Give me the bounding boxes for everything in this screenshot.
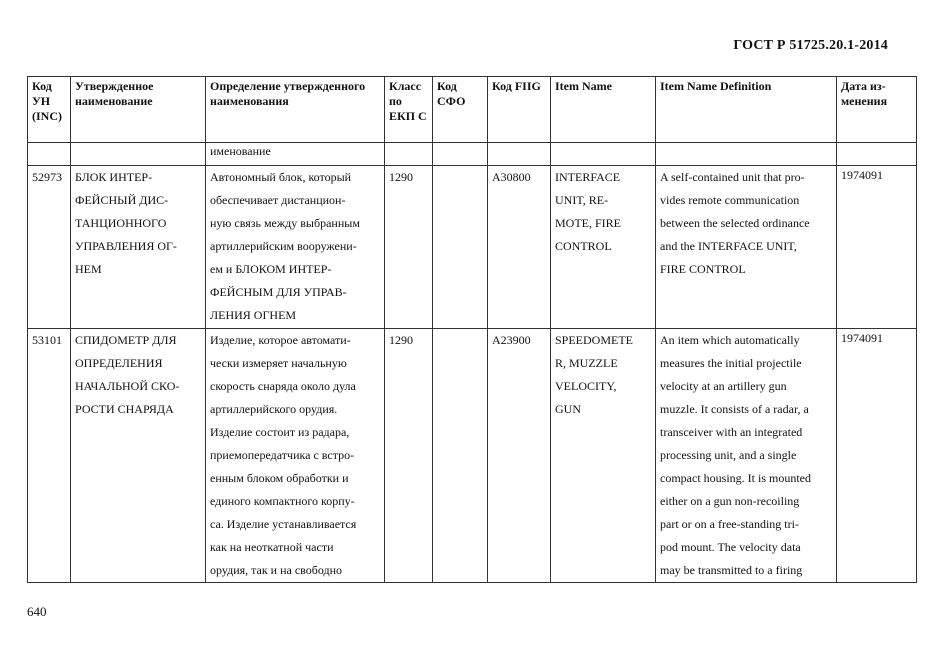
cell-text-line: Изделие состоит из радара,	[210, 425, 350, 439]
continuation-text: именование	[206, 143, 385, 166]
cell-text-line: БЛОК ИНТЕР-	[75, 170, 153, 184]
page-number: 640	[27, 604, 47, 619]
cell-text-line: ФЕЙСНЫМ ДЛЯ УПРАВ-	[210, 285, 347, 299]
cell-text-line: MOTE, FIRE	[555, 216, 621, 230]
cell-text-line: VELOCITY,	[555, 379, 617, 393]
definition	[206, 166, 385, 329]
cell-text-line: A self-contained unit that pro-	[660, 170, 805, 184]
cell-text-line: са. Изделие устанавливается	[210, 517, 357, 531]
cell-text-line: CONTROL	[555, 239, 612, 253]
cell-text-line: ТАНЦИОННОГО	[75, 216, 167, 230]
cell-text-line: ОПРЕДЕЛЕНИЯ	[75, 356, 163, 370]
definition	[206, 329, 385, 583]
cell-text-line: енным блоком обработки и	[210, 471, 349, 485]
fiig-code: A23900	[488, 329, 551, 583]
fiig-code: A30800	[488, 166, 551, 329]
col-header-fiig: Код FIIG	[488, 77, 551, 143]
cell-text-line: measures the initial projectile	[660, 356, 802, 370]
sfo-code	[433, 329, 488, 583]
cell-text-line: обеспечивает дистанцион-	[210, 193, 346, 207]
col-header-ekps-class: Класс по ЕКП С	[385, 77, 433, 143]
cell-text-line: FIRE CONTROL	[660, 262, 746, 276]
cell-text-line: part or on a free-standing tri-	[660, 517, 799, 531]
cell-text-line: ем и БЛОКОМ ИНТЕР-	[210, 262, 332, 276]
cell-text-line: and the INTERFACE UNIT,	[660, 239, 797, 253]
cell-text-line: processing unit, and a single	[660, 448, 797, 462]
cell-text-line: velocity at an artillery gun	[660, 379, 787, 393]
cell-text-line: скорость снаряда около дула	[210, 379, 356, 393]
change-date: 1974091	[837, 166, 917, 329]
approved-name	[71, 329, 206, 583]
cell-text-line: INTERFACE	[555, 170, 621, 184]
cell-text-line: НЕМ	[75, 262, 102, 276]
document-standard-header: ГОСТ Р 51725.20.1-2014	[733, 38, 888, 53]
item-name-definition	[656, 166, 837, 329]
cell-text-line: R, MUZZLE	[555, 356, 618, 370]
cell-text-line: muzzle. It consists of a radar, a	[660, 402, 809, 416]
cell-text-line: GUN	[555, 402, 581, 416]
col-header-approved-name: Утвержденное наименование	[71, 77, 206, 143]
change-date: 1974091	[837, 329, 917, 583]
inc-code: 53101	[28, 329, 71, 583]
table-row	[28, 166, 917, 329]
col-header-item-name: Item Name	[551, 77, 656, 143]
col-header-sfo-code: Код СФО	[433, 77, 488, 143]
cell-text-line: чески измеряет начальную	[210, 356, 347, 370]
approved-name	[71, 166, 206, 329]
inc-table	[27, 76, 917, 583]
cell-text-line: артиллерийского орудия.	[210, 402, 338, 416]
cell-text-line: pod mount. The velocity data	[660, 540, 801, 554]
cell-text-line: артиллерийским вооружени-	[210, 239, 357, 253]
cell-text-line: Автономный блок, который	[210, 170, 352, 184]
cell-text-line: как на неоткатной части	[210, 540, 334, 554]
col-header-inc: Код УН (INC)	[28, 77, 71, 143]
cell-text-line: compact housing. It is mounted	[660, 471, 811, 485]
table-row	[28, 329, 917, 583]
cell-text-line: between the selected ordinance	[660, 216, 810, 230]
cell-text-line: transceiver with an integrated	[660, 425, 803, 439]
ekps-class: 1290	[385, 166, 433, 329]
sfo-code	[433, 166, 488, 329]
item-name	[551, 166, 656, 329]
cell-text-line: Изделие, которое автомати-	[210, 333, 351, 347]
cell-text-line: ную связь между выбранным	[210, 216, 360, 230]
cell-text-line: may be transmitted to a firing	[660, 563, 803, 577]
cell-text-line: орудия, так и на свободно	[210, 563, 343, 577]
cell-text-line: An item which automatically	[660, 333, 800, 347]
item-name	[551, 329, 656, 583]
col-header-definition: Определение утвержденного наименования	[206, 77, 385, 143]
cell-text-line: vides remote communication	[660, 193, 800, 207]
cell-text-line: ЛЕНИЯ ОГНЕМ	[210, 308, 297, 322]
cell-text-line: SPEEDOMETE	[555, 333, 633, 347]
item-name-definition	[656, 329, 837, 583]
cell-text-line: НАЧАЛЬНОЙ СКО-	[75, 379, 180, 393]
cell-text-line: УПРАВЛЕНИЯ ОГ-	[75, 239, 177, 253]
cell-text-line: РОСТИ СНАРЯДА	[75, 402, 174, 416]
col-header-item-name-definition: Item Name Definition	[656, 77, 837, 143]
cell-text-line: единого компактного корпу-	[210, 494, 355, 508]
cell-text-line: UNIT, RE-	[555, 193, 609, 207]
cell-text-line: приемопередатчика с встро-	[210, 448, 355, 462]
col-header-change-date: Дата из-менения	[837, 77, 917, 143]
cell-text-line: СПИДОМЕТР ДЛЯ	[75, 333, 177, 347]
continuation-row	[28, 143, 917, 166]
inc-code: 52973	[28, 166, 71, 329]
cell-text-line: ФЕЙСНЫЙ ДИС-	[75, 193, 169, 207]
table-header-row	[28, 77, 917, 143]
cell-text-line: either on a gun non-recoiling	[660, 494, 800, 508]
ekps-class: 1290	[385, 329, 433, 583]
